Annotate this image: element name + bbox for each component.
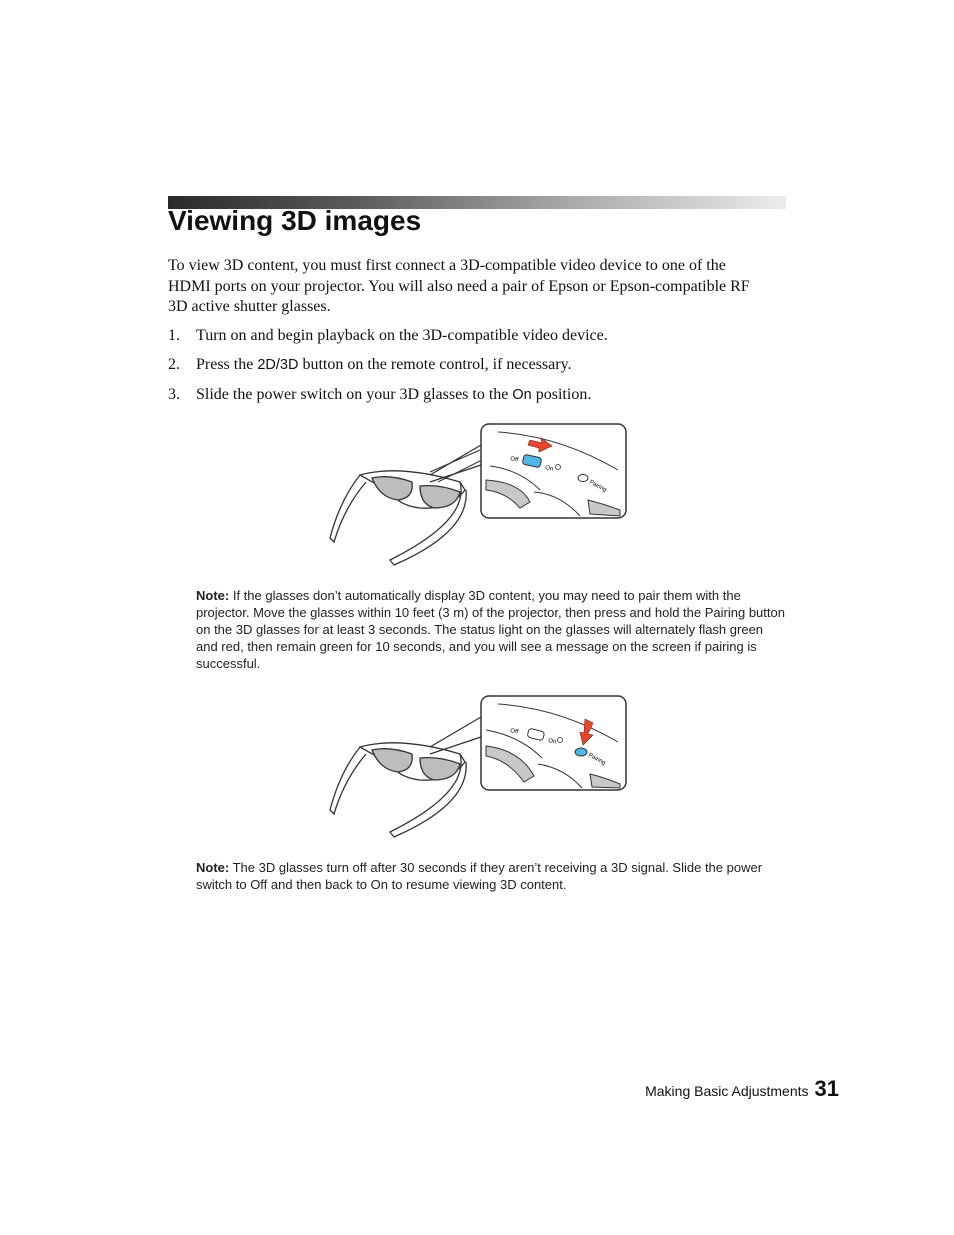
glasses-drawing — [330, 743, 466, 837]
switch-label-on: On — [547, 738, 557, 746]
pairing-label: Pairing — [587, 752, 607, 767]
glasses-power-switch-illustration — [320, 420, 630, 570]
step-text: button on the remote control, if necessary. — [298, 356, 572, 373]
step-text: position. — [531, 386, 592, 403]
pairing-button — [578, 475, 588, 482]
intro-paragraph: To view 3D content, you must first connect a 3D-compatible video device to one of the HDMI ports on your projector. You will also need a pair of Epson or Epson-compatible RF 3D active shutter glasses. — [168, 257, 750, 315]
note-pairing: Note: If the glasses don’t automatically display 3D content, you may need to pair them with the projector. Move the glasses within 10 feet (3 m) of the projector, then press and hold the Pairing button on the 3D glasses for at least 3 seconds. The status light on the glasses will alternately flash green and red, then remain green for 10 seconds, and you will see a message on the screen if pairing is successful. — [196, 588, 785, 671]
pairing-button — [575, 748, 587, 756]
pairing-label: Pairing — [588, 479, 608, 494]
switch-label-off: Off — [509, 456, 519, 464]
footer-section-title: Making Basic Adjustments — [645, 1083, 809, 1099]
switch-position-on: On — [370, 877, 388, 892]
glasses-drawing — [330, 450, 482, 565]
step-text: Slide the power switch on your 3D glasses to the — [196, 386, 513, 403]
step-number: 2. — [168, 356, 180, 373]
switch-label-off: Off — [509, 728, 519, 736]
page-number: 31 — [814, 1076, 839, 1101]
step-text: Press the — [196, 356, 258, 373]
button-name-2d3d: 2D/3D — [257, 357, 299, 373]
switch-position-on: On — [512, 387, 532, 403]
step-3 — [168, 385, 591, 406]
switch-label-on: On — [544, 465, 554, 473]
switch-position-off: Off — [250, 877, 268, 892]
step-text: Turn on and begin playback on the 3D-compatible video device. — [196, 327, 608, 344]
step-2 — [168, 355, 572, 376]
page-footer — [645, 1076, 839, 1102]
page-title: Viewing 3D images — [168, 205, 422, 236]
callout-box — [481, 424, 626, 518]
pairing-button-name: Pairing — [704, 605, 746, 620]
note-label: Note: — [196, 588, 230, 603]
step-number: 3. — [168, 386, 180, 403]
note-label: Note: — [196, 860, 230, 875]
callout-box — [481, 696, 626, 790]
step-number: 1. — [168, 327, 180, 344]
glasses-pairing-illustration — [320, 692, 630, 842]
step-1 — [168, 326, 608, 347]
note-auto-off: Note: The 3D glasses turn off after 30 seconds if they aren’t receiving a 3D signal. Slide the power switch to Off and then back to On to resume viewing 3D content. — [196, 860, 763, 892]
